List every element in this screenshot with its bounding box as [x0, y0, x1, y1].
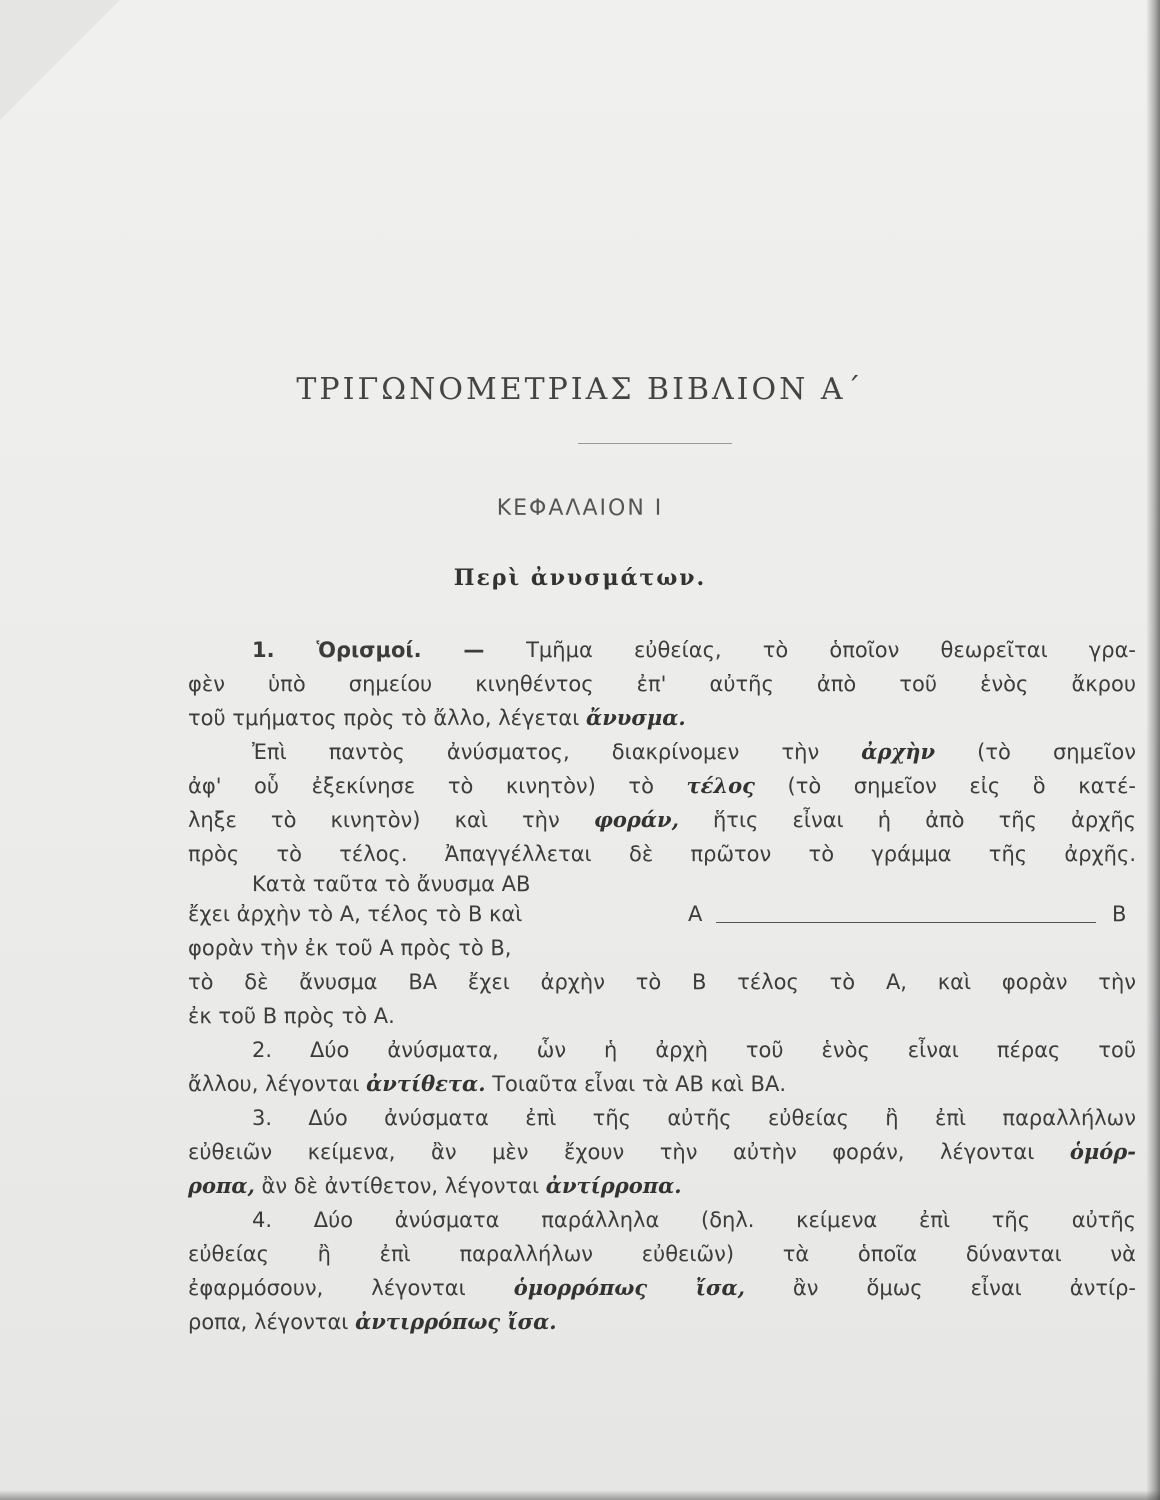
text-line: ἔχει ἀρχὴν τὸ Α, τέλος τὸ Β καὶ — [188, 902, 523, 926]
point-a-label: Α — [688, 902, 703, 926]
book-title: ΤΡΙΓΩΝΟΜΕΤΡΙΑΣ ΒΙΒΛΙΟΝ Α΄ — [296, 372, 864, 407]
text-span: (τὸ σημεῖον — [935, 740, 1136, 764]
term-end: τέλος — [686, 773, 755, 798]
text-line — [188, 735, 1136, 769]
text-span: ληξε τὸ κινητὸν) καὶ τὴν — [188, 808, 594, 832]
text-line — [188, 1067, 1136, 1101]
text-line: τὸ δὲ ἄνυσμα ΒΑ ἔχει ἀρχὴν τὸ Β τέλος τὸ Α, καὶ φορὰν τὴν — [188, 970, 1136, 994]
text-line — [188, 1135, 1136, 1169]
text-span: ἀφ' οὗ ἐξεκίνησε τὸ κινητὸν) τὸ — [188, 774, 687, 798]
page-edge-shadow — [1146, 0, 1160, 1500]
term-opposite: ἀντίθετα. — [366, 1071, 486, 1096]
term-vector: ἄνυσμα. — [586, 705, 686, 730]
text-span: Τοιαῦτα εἶναι τὰ ΑΒ καὶ ΒΑ. — [485, 1072, 786, 1096]
vector-diagram — [688, 897, 1136, 931]
text-span: ἐφαρμόσουν, λέγονται — [188, 1276, 514, 1300]
chapter-heading: ΚΕΦΑΛΑΙΟΝ Ι — [496, 496, 664, 521]
text-span: ἂν ὅμως εἶναι ἀντίρ- — [744, 1276, 1136, 1300]
section-heading: Περὶ ἀνυσμάτων. — [453, 565, 707, 591]
page-fold-shadow — [0, 0, 120, 120]
term-equal-same-direction: ὁμορρόπως ἴσα, — [513, 1275, 745, 1300]
page-bottom-shadow — [0, 1490, 1160, 1500]
text-span: ἥτις εἶναι ἡ ἀπὸ τῆς ἀρχῆς — [678, 808, 1136, 832]
text-line — [188, 769, 1136, 803]
text-line — [188, 1305, 1136, 1339]
text-line — [188, 1271, 1136, 1305]
text-span: (τὸ σημεῖον εἰς ὃ κατέ- — [754, 774, 1136, 798]
vector-segment — [716, 922, 1096, 923]
term-same-direction: ὁμόρ- — [1069, 1139, 1136, 1164]
text-span: ἄλλου, λέγονται — [188, 1072, 367, 1096]
term-opposite-direction: ἀντίρροπα. — [545, 1173, 682, 1198]
text-line — [188, 701, 1136, 735]
text-line: 4. Δύο ἀνύσματα παράλληλα (δηλ. κείμενα ἐπὶ τῆς αὐτῆς — [252, 1208, 1136, 1232]
term-direction: φοράν, — [593, 807, 679, 832]
text-line — [188, 1169, 1136, 1203]
text-line: ἐκ τοῦ Β πρὸς τὸ Α. — [188, 1004, 395, 1028]
term-same-direction-cont: ροπα, — [188, 1173, 255, 1198]
text-line: 2. Δύο ἀνύσματα, ὧν ἡ ἀρχὴ τοῦ ἑνὸς εἶναι πέρας τοῦ — [252, 1038, 1136, 1062]
text-line — [188, 803, 1136, 837]
term-start: ἀρχὴν — [861, 739, 936, 764]
text-span: Ἐπὶ παντὸς ἀνύσματος, διακρίνομεν τὴν — [252, 740, 862, 764]
definition-heading: 1. Ὁρισμοί. — — [252, 638, 527, 662]
text-line: πρὸς τὸ τέλος. Ἀπαγγέλλεται δὲ πρῶτον τὸ γράμμα τῆς ἀρχῆς. — [188, 842, 1136, 866]
text-line: Κατὰ ταῦτα τὸ ἄνυσμα ΑΒ — [252, 872, 531, 896]
text-line: εὐθείας ἢ ἐπὶ παραλλήλων εὐθειῶν) τὰ ὁποῖα δύνανται νὰ — [188, 1242, 1136, 1266]
text-line — [188, 633, 1136, 667]
text-span: τοῦ τμήματος πρὸς τὸ ἄλλο, λέγεται — [188, 706, 587, 730]
text-span: ροπα, λέγονται — [188, 1310, 356, 1334]
point-b-label: Β — [1112, 902, 1127, 926]
term-equal-opposite-direction: ἀντιρρόπως ἴσα. — [355, 1309, 557, 1334]
text-span: ἂν δὲ ἀντίθετον, λέγονται — [254, 1174, 546, 1198]
text-line: φὲν ὑπὸ σημείου κινηθέντος ἐπ' αὐτῆς ἀπὸ τοῦ ἑνὸς ἄκρου — [188, 672, 1136, 696]
text-line: 3. Δύο ἀνύσματα ἐπὶ τῆς αὐτῆς εὐθείας ἢ ἐπὶ παραλλήλων — [252, 1106, 1136, 1130]
title-divider — [578, 443, 732, 444]
text-span: εὐθειῶν κείμενα, ἂν μὲν ἔχουν τὴν αὐτὴν φοράν, λέγονται — [188, 1140, 1070, 1164]
text-span: Τμῆμα εὐθείας, τὸ ὁποῖον θεωρεῖται γρα- — [526, 638, 1136, 662]
text-line: φορὰν τὴν ἐκ τοῦ Α πρὸς τὸ Β, — [188, 936, 512, 960]
